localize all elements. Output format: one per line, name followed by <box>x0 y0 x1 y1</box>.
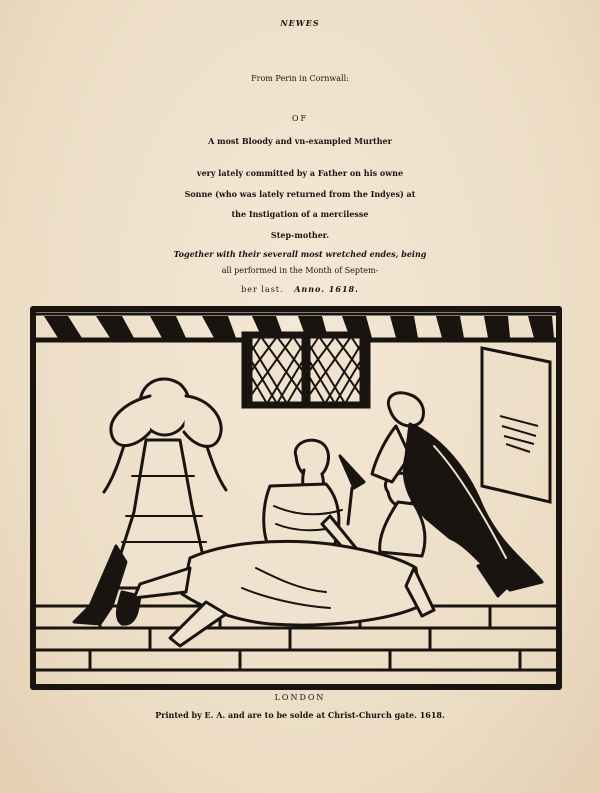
subtitle-committed: very lately committed by a Father on his owne <box>196 168 404 178</box>
berlast-text: ber last. <box>241 285 284 294</box>
father-figure <box>264 440 364 556</box>
subtitle-stepmother: Step-mother. <box>270 230 330 240</box>
performed-line: all performed in the Month of Septem- <box>221 266 379 275</box>
newes-heading: NEWES <box>280 18 320 28</box>
imprint-london: LONDON <box>274 693 326 702</box>
subtitle-instigation: the Instigation of a mercilesse <box>231 209 369 219</box>
main-title: From Perin in Cornwall: <box>251 74 349 83</box>
imprint-printer: Printed by E. A. and are to be solde at Christ-Church gate. 1618. <box>155 710 445 720</box>
door <box>482 348 550 502</box>
woodcut-illustration <box>30 306 562 690</box>
subtitle-sonne: Sonne (who was lately returned from the Indyes) at <box>184 189 416 199</box>
of-line: OF <box>291 114 309 123</box>
lattice-window <box>242 332 370 408</box>
date-line <box>0 284 600 294</box>
subtitle-bloody: A most Bloody and vn-exampled Murther <box>208 136 392 146</box>
anno-year: Anno. 1618. <box>294 284 359 294</box>
together-line: Together with their severall most wretched endes, being <box>173 249 427 259</box>
